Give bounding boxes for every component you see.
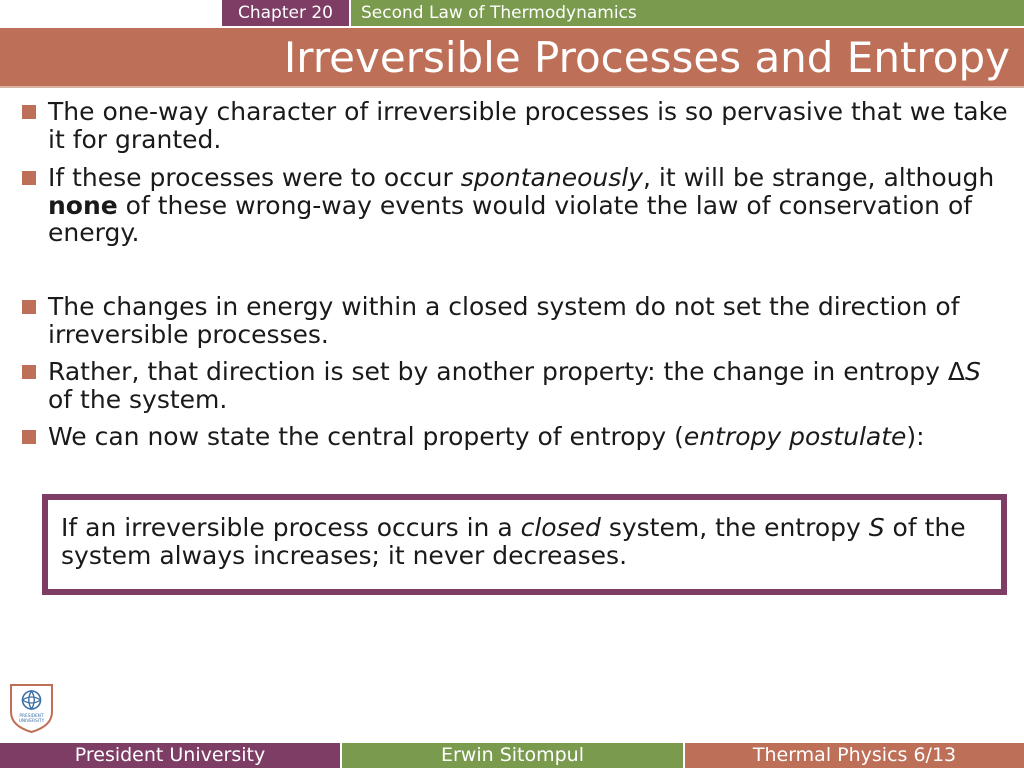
footer-institution: President University xyxy=(0,743,340,768)
bullet-square-icon xyxy=(22,430,36,444)
bullet-square-icon xyxy=(22,171,36,185)
bullet-item xyxy=(20,164,1010,247)
text-run: system, the entropy xyxy=(600,513,869,542)
bullet-item xyxy=(20,423,1010,451)
emphasis-text: S xyxy=(868,513,885,542)
footer-page-info: Thermal Physics 6/13 xyxy=(685,743,1024,768)
text-run: If an irreversible process occurs in a xyxy=(61,513,521,542)
text-run: Rather, that direction is set by another property: the change in entropy Δ xyxy=(48,357,965,386)
text-run: of the system always increases; it never decreases. xyxy=(61,513,966,570)
text-run: ): xyxy=(906,422,925,451)
postulate-text xyxy=(61,514,991,570)
university-crest-icon xyxy=(8,682,55,734)
crest-line-2: UNIVERSITY xyxy=(18,719,45,724)
slide-title: Irreversible Processes and Entropy xyxy=(283,33,1010,82)
bullet-text xyxy=(48,164,1010,247)
bullet-text: The changes in energy within a closed system do not set the direction of irreversible processes. xyxy=(48,292,960,349)
bullet-item xyxy=(20,358,1010,413)
bullet-text xyxy=(48,358,1010,413)
bullet-text: The one-way character of irreversible processes is so pervasive that we take it for granted. xyxy=(48,97,1008,154)
emphasis-text: S xyxy=(964,357,981,386)
text-run: , it will be strange, although xyxy=(643,163,995,192)
bullet-item xyxy=(20,98,1010,153)
bullet-item xyxy=(20,293,1010,348)
bullet-square-icon xyxy=(22,365,36,379)
text-run: of the system. xyxy=(48,384,228,414)
topic-label: Second Law of Thermodynamics xyxy=(351,0,1024,26)
title-bar xyxy=(0,28,1024,86)
emphasis-text: closed xyxy=(520,513,601,542)
bullet-square-icon xyxy=(22,300,36,314)
text-run: of these wrong-way events would violate the law of conservation of energy. xyxy=(48,190,973,247)
bold-text: none xyxy=(48,190,118,220)
title-divider xyxy=(0,86,1024,88)
crest-line-1: PRESIDENT xyxy=(19,714,44,719)
text-run: If these processes were to occur xyxy=(48,163,461,192)
bullet-text xyxy=(48,423,1010,451)
chapter-label: Chapter 20 xyxy=(222,0,349,26)
emphasis-text: entropy postulate xyxy=(683,422,907,451)
emphasis-text: spontaneously xyxy=(460,163,644,192)
entropy-postulate-box xyxy=(42,494,1007,595)
text-run: We can now state the central property of entropy ( xyxy=(48,422,684,451)
footer-author: Erwin Sitompul xyxy=(342,743,683,768)
footer-bar xyxy=(0,743,1024,768)
bullet-square-icon xyxy=(22,105,36,119)
